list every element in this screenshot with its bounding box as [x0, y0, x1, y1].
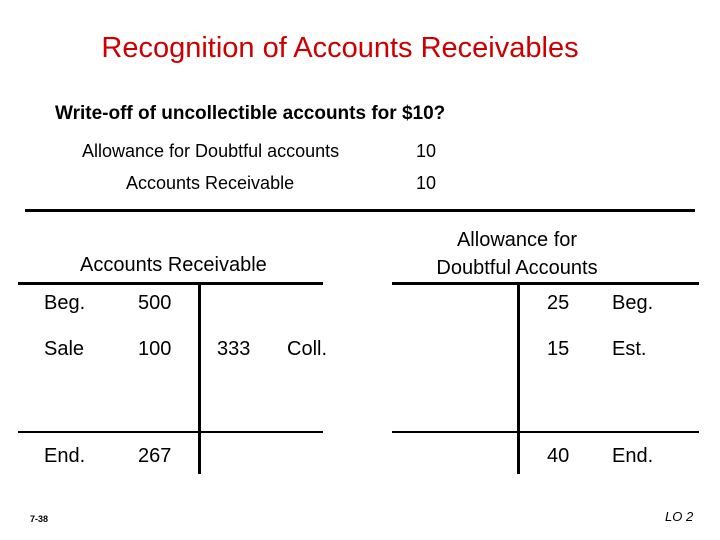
ar-credit-label: Coll.: [287, 338, 328, 360]
journal-debit-account: Allowance for Doubtful accounts: [82, 141, 340, 161]
learning-objective: LO 2: [665, 509, 694, 524]
journal-debit-amount: 10: [416, 141, 437, 161]
ar-debit-label: Sale: [44, 338, 85, 360]
ar-ending-value: 267: [138, 445, 172, 467]
ar-debit-value: 100: [138, 338, 172, 360]
allowance-credit-value: 15: [547, 338, 570, 360]
ar-ending-label: End.: [44, 445, 86, 467]
ar-t-account-center-rule: [198, 282, 201, 474]
page-number: 7-38: [30, 514, 49, 524]
allowance-credit-label: Est.: [612, 338, 647, 360]
allowance-t-account-center-rule: [517, 282, 520, 474]
allowance-credit-value: 25: [547, 292, 570, 314]
allowance-t-account-top-rule: [392, 282, 699, 285]
slide-title: Recognition of Accounts Receivables: [101, 32, 579, 64]
journal-credit-amount: 10: [416, 173, 437, 193]
ar-t-account-top-rule: [18, 282, 323, 285]
allowance-credit-label: Beg.: [612, 292, 654, 314]
ar-debit-label: Beg.: [44, 292, 86, 314]
allowance-t-account-title-line2: Doubtful Accounts: [436, 257, 598, 279]
journal-credit-account: Accounts Receivable: [126, 173, 295, 193]
ar-t-account-balance-rule: [18, 431, 323, 433]
allowance-ending-value: 40: [547, 445, 570, 467]
ar-t-account-title: Accounts Receivable: [80, 254, 267, 276]
allowance-t-account-title-line1: Allowance for: [456, 229, 578, 251]
allowance-t-account-balance-rule: [392, 431, 699, 433]
ar-credit-value: 333: [217, 338, 251, 360]
question-text: Write-off of uncollectible accounts for $10?: [55, 103, 446, 124]
section-divider: [25, 209, 695, 212]
ar-debit-value: 500: [138, 292, 172, 314]
allowance-ending-label: End.: [612, 445, 654, 467]
